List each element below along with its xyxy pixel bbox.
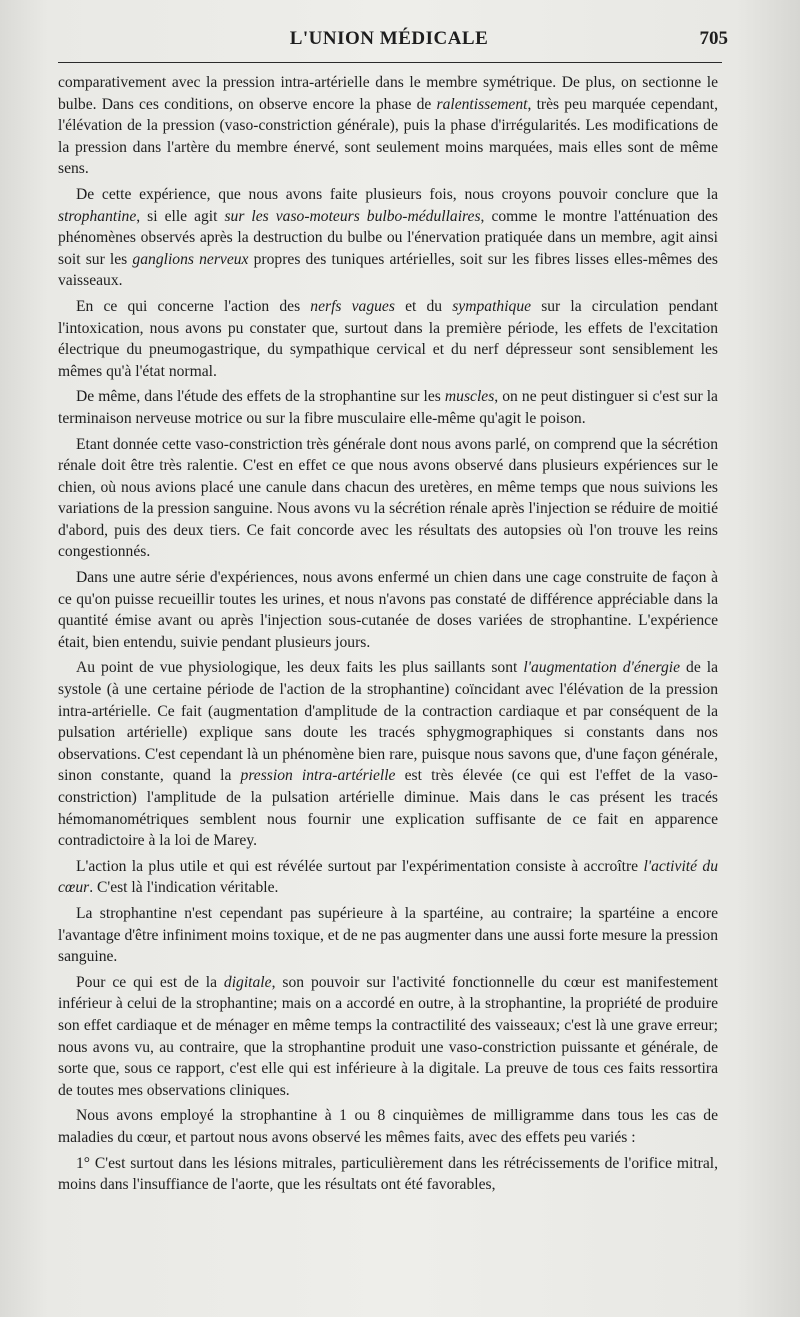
italic-text: l'activité du cœur (58, 857, 718, 897)
text-segment: , très peu marquée cependant, l'élévation de la pression (vaso-constriction générale), puis la phase d'irrégularités. Les modifications de la pression dans l'artère du membre énervé, sont seulement moins marquées, mais elles sont de même sens. (58, 95, 718, 178)
text-segment: Pour ce qui est de la (76, 973, 224, 991)
text-segment: de la systole (à une certaine période de l'action de la strophantine) coïncidant avec l'élévation de la pression intra-artérielle. Ce fait (augmentation d'amplitude de la contraction cardiaque et par conséquent de la pulsation artérielle) explique sans doute les tracés sphygmographiques si constants dans nos observations. C'est cependant là un phénomène bien rare, puisque nous savons que, d'une façon générale, sinon constante, quand la (58, 659, 718, 785)
paragraph (58, 856, 718, 899)
paragraph (58, 903, 718, 968)
page-header (56, 28, 728, 62)
italic-text: digitale (223, 973, 272, 991)
paragraph (58, 1153, 718, 1196)
text-segment: Dans une autre série d'expériences, nous avons enfermé un chien dans une cage construite de façon à ce qu'on puisse recueillir toutes les urines, et nous n'avons pas constaté de différence appréciable dans la quantité émise avant ou après l'injection sous-cutanée de doses variées de strophantine. L'expérience était, bien entendu, suivie pendant plusieurs jours. (58, 569, 718, 651)
body-text (58, 72, 718, 1200)
text-segment: 1° C'est surtout dans les lésions mitrales, particulièrement dans les rétrécissements de l'orifice mitral, moins dans l'insuffiance de l'aorte, que les résultats ont été favorables, (58, 1154, 718, 1194)
italic-text: ralentissement (436, 95, 528, 113)
paragraph (58, 386, 718, 429)
paragraph (58, 434, 718, 564)
text-segment: L'action la plus utile et qui est révélée surtout par l'expérimentation consiste à accroître (76, 857, 644, 875)
paragraph (58, 184, 718, 292)
text-segment: De cette expérience, que nous avons faite plusieurs fois, nous croyons pouvoir conclure que la (76, 185, 718, 203)
text-segment: , si elle agit (136, 207, 225, 225)
italic-text: ganglions nerveux (132, 250, 249, 268)
text-segment: , comme le montre l'atténuation des phénomènes observés après la destruction du bulbe ou l'énervation pratiquée dans un membre, agit ainsi soit sur les (58, 207, 718, 268)
italic-text: l'augmentation d'énergie (523, 659, 681, 677)
paragraph (58, 657, 718, 851)
text-segment: . C'est là l'indication véritable. (89, 879, 279, 897)
text-segment: est très élevée (ce qui est l'effet de la vaso-constriction) l'amplitude de la pulsation artérielle diminue. Mais dans le cas présent les tracés hémomanométriques semblent nous fournir une explication suffisante de ce fait en apparence contradictoire à la loi de Marey. (58, 767, 718, 850)
text-segment: En ce qui concerne l'action des (76, 297, 311, 315)
text-segment: De même, dans l'étude des effets de la strophantine sur les (76, 388, 445, 406)
italic-text: pression intra-artérielle (240, 767, 396, 785)
text-segment: Au point de vue physiologique, les deux faits les plus saillants sont (76, 659, 524, 677)
italic-text: sur les vaso-moteurs bulbo-médullaires (224, 207, 481, 225)
paragraph (58, 72, 718, 180)
text-segment: Etant donnée cette vaso-constriction très générale dont nous avons parlé, on comprend que la sécrétion rénale doit être très ralentie. C'est en effet ce que nous avons observé dans plusieurs expériences sur le chien, où nous avions placé une canule dans chacun des uretères, en même temps que nous suivions les variations de la pression sanguine. Nous avons vu la sécrétion rénale après l'injection se réduire de moitié d'abord, puis des deux tiers. Ce fait concorde avec les résultats des autopsies où l'on trouve les reins congestionnés. (58, 435, 718, 561)
text-segment: , on ne peut distinguer si c'est sur la terminaison nerveuse motrice ou sur la fibre musculaire elle-même qu'agit le poison. (58, 388, 718, 427)
text-segment: comparativement avec la pression intra-artérielle dans le membre symétrique. De plus, on sectionne le bulbe. Dans ces conditions, on observe encore la phase de (58, 74, 718, 113)
italic-text: sympathique (452, 297, 532, 315)
text-segment: et du (394, 297, 453, 315)
paragraph (58, 1105, 718, 1148)
text-segment: sur la circulation pendant l'intoxication, nous avons pu constater que, surtout dans la première période, les effets de l'excitation électrique du pneumogastrique, du sympathique cervical et du nerf dépresseur sont sensiblement les mêmes qu'à l'état normal. (58, 297, 718, 380)
header-rule (58, 62, 722, 63)
text-segment: propres des tuniques artérielles, soit sur les fibres lisses elles-mêmes des vaisseaux. (58, 250, 718, 290)
text-segment: La strophantine n'est cependant pas supérieure à la spartéine, au contraire; la spartéine a encore l'avantage d'être infiniment moins toxique, et de ne pas augmenter dans une aussi forte mesure la pression sanguine. (58, 904, 718, 966)
running-title: L'UNION MÉDICALE (289, 28, 489, 49)
italic-text: muscles (444, 388, 495, 406)
paragraph (58, 296, 718, 382)
italic-text: nerfs vagues (310, 297, 395, 315)
text-segment: Nous avons employé la strophantine à 1 ou 8 cinquièmes de milligramme dans tous les cas de maladies du cœur, et partout nous avons observé les mêmes faits, avec des effets peu variés : (58, 1107, 718, 1146)
paragraph (58, 567, 718, 653)
text-segment: , son pouvoir sur l'activité fonctionnelle du cœur est manifestement inférieur à celui de la strophantine; mais on a accordé en outre, à la strophantine, la propriété de produire son effet cardiaque et de ménager en même temps la contractilité des vaisseaux; c'est là une grave erreur; nous avons vu, au contraire, que la strophantine produit une vaso-constriction puissante et générale, de sorte que, sous ce rapport, c'est elle qui est inférieure à la digitale. La preuve de tous ces faits ressortira de toutes mes observations cliniques. (58, 973, 718, 1099)
italic-text: strophantine (58, 207, 137, 225)
page-number: 705 (699, 28, 728, 49)
paragraph (58, 972, 718, 1102)
